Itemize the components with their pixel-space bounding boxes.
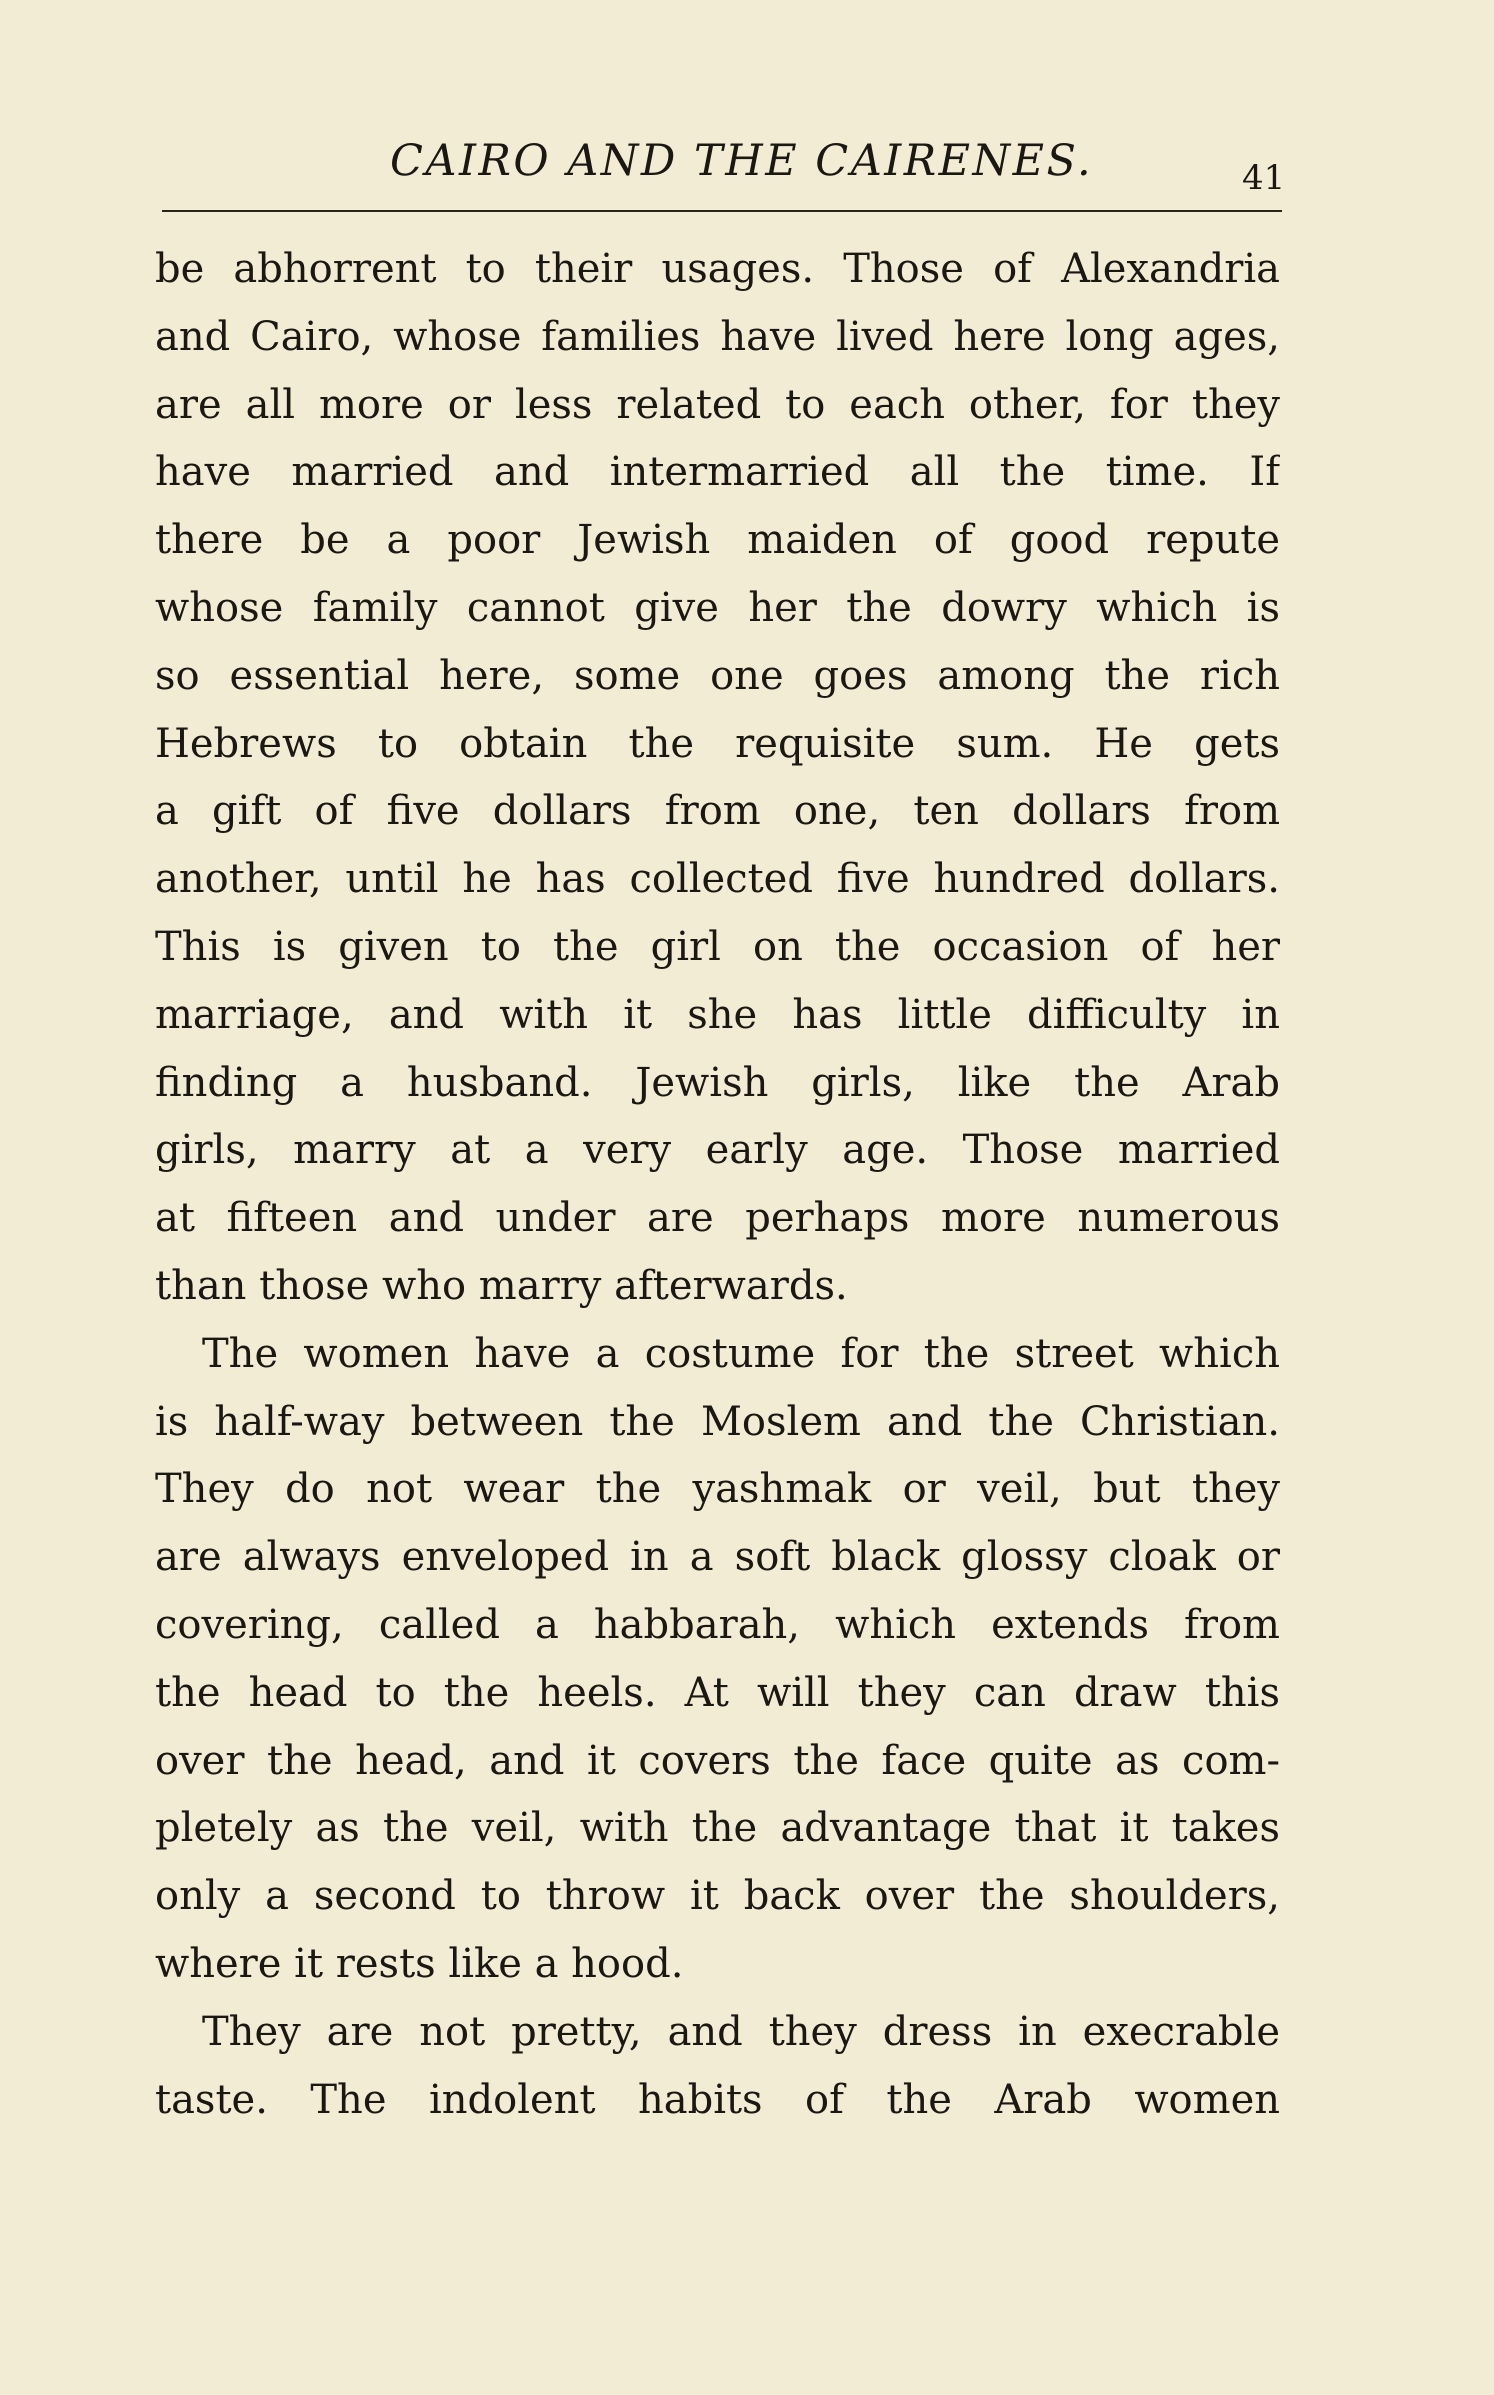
text-line: covering, called a habbarah, which extends from (155, 1601, 1280, 1648)
text-line: there be a poor Jewish maiden of good repute (155, 517, 1280, 564)
text-line: where it rests like a hood. (155, 1940, 684, 1987)
text-line: whose family cannot give her the dowry which is (155, 584, 1280, 631)
text-line: only a second to throw it back over the shoulders, (155, 1873, 1280, 1920)
text-line: are always enveloped in a soft black glossy cloak or (155, 1534, 1280, 1581)
text-line: finding a husband. Jewish girls, like the Arab (155, 1059, 1280, 1106)
paragraph-first-line: They are not pretty, and they dress in execrable (202, 2008, 1280, 2055)
text-line: than those who marry afterwards. (155, 1262, 848, 1309)
text-line: marriage, and with it she has little difficulty in (155, 991, 1280, 1038)
body-text (155, 236, 1280, 2134)
text-line: are all more or less related to each other, for they (155, 381, 1280, 428)
text-line: and Cairo, whose families have lived here long ages, (155, 313, 1280, 360)
text-line: the head to the heels. At will they can draw this (155, 1669, 1280, 1716)
text-line: Hebrews to obtain the requisite sum. He gets (155, 720, 1280, 767)
text-line: is half-way between the Moslem and the Christian. (155, 1398, 1280, 1445)
text-line: at fifteen and under are perhaps more numerous (155, 1195, 1280, 1242)
page-number: 41 (1242, 158, 1286, 198)
header-rule (162, 210, 1282, 212)
text-line: They do not wear the yashmak or veil, but they (155, 1466, 1280, 1513)
text-line: taste. The indolent habits of the Arab women (155, 2076, 1280, 2123)
text-line: have married and intermarried all the time. If (155, 449, 1280, 496)
text-line: a gift of five dollars from one, ten dollars from (155, 788, 1280, 835)
text-line: girls, marry at a very early age. Those married (155, 1127, 1280, 1174)
text-line: another, until he has collected five hundred dollars. (155, 856, 1280, 903)
text-line: over the head, and it covers the face quite as com- (155, 1737, 1280, 1784)
text-line: pletely as the veil, with the advantage that it takes (155, 1805, 1280, 1852)
text-line: be abhorrent to their usages. Those of Alexandria (155, 246, 1280, 292)
text-line: This is given to the girl on the occasion of her (155, 923, 1280, 970)
text-line: so essential here, some one goes among the rich (155, 652, 1280, 699)
running-head-title: CAIRO AND THE CAIRENES. (390, 136, 1094, 186)
paragraph-first-line: The women have a costume for the street which (202, 1330, 1280, 1377)
